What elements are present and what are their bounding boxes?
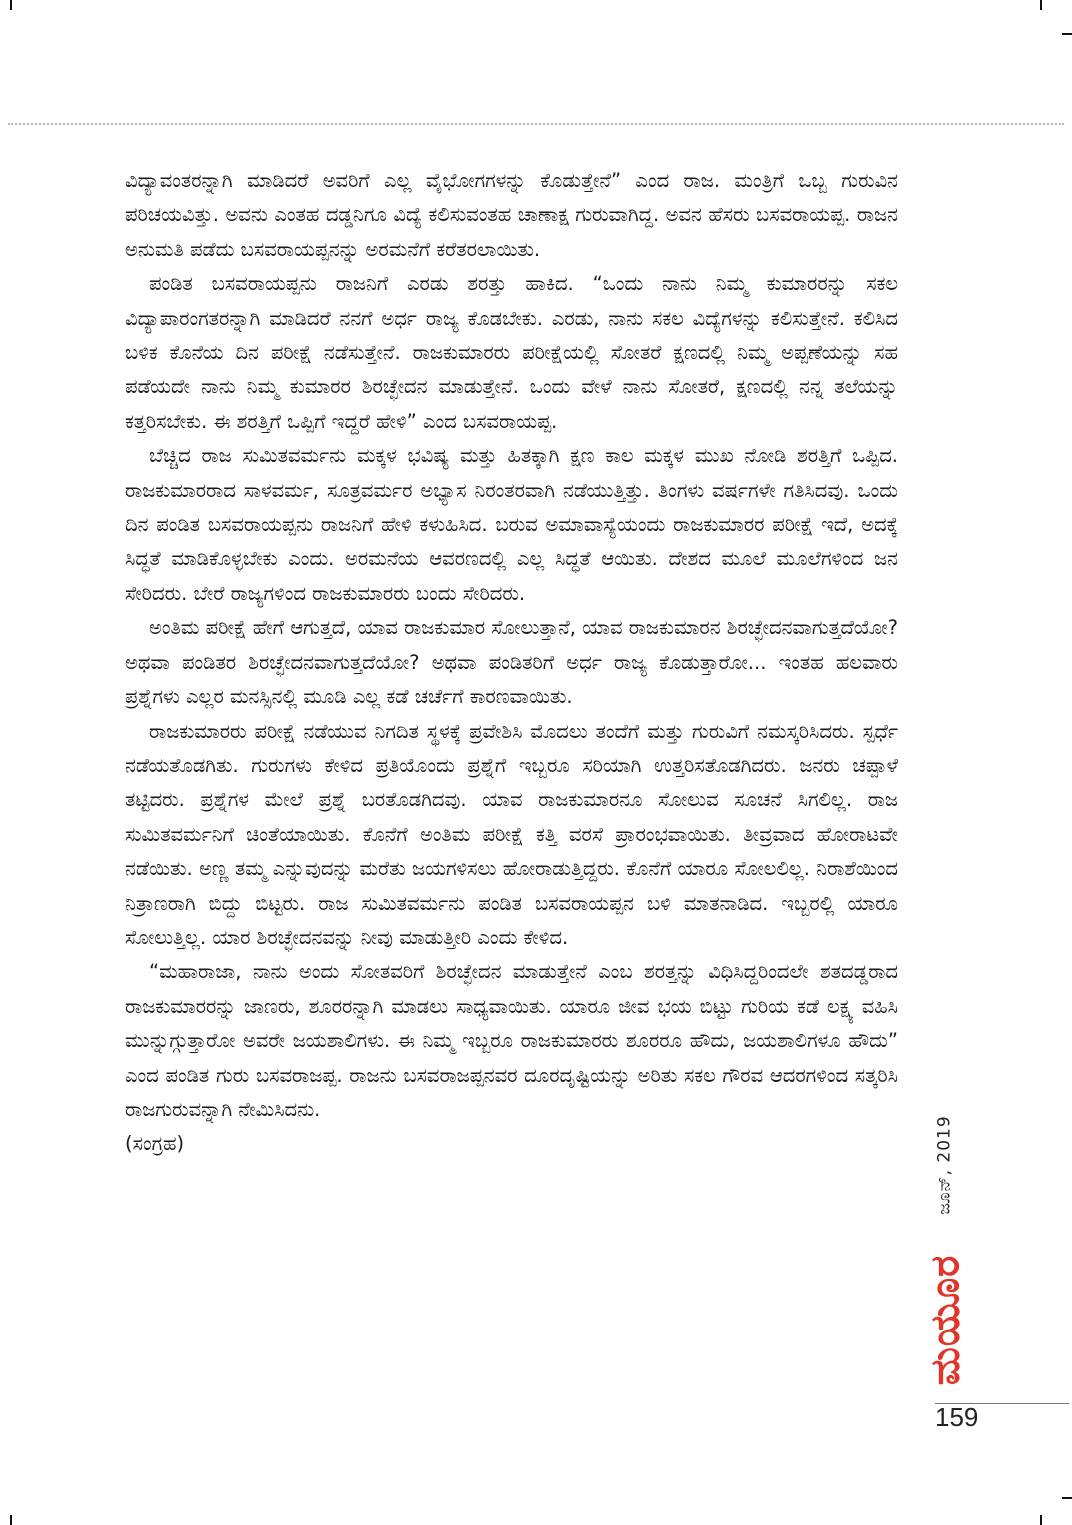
paragraph: ಬೆಚ್ಚಿದ ರಾಜ ಸುಮಿತವರ್ಮನು ಮಕ್ಕಳ ಭವಿಷ್ಯ ಮತ್ತು ಹಿತಕ್ಕಾಗಿ ಕ್ಷಣ ಕಾಲ ಮಕ್ಕಳ ಮುಖ ನೋಡಿ ಶರತ್ತಿಗೆ ಒಪ್ಪಿದ. ರಾಜಕುಮಾರರಾದ ಸಾಳವರ್ಮ, ಸೂತ್ರವರ್ಮರ ಅಭ್ಯಾಸ ನಿರಂತರವಾಗಿ ನಡೆಯುತ್ತಿತ್ತು. ತಿಂಗಳು ವರ್ಷಗಳೇ ಗತಿಸಿದವು. ಒಂದು ದಿನ ಪಂಡಿತ ಬಸವರಾಯಪ್ಪನು ರಾಜನಿಗೆ ಹೇಳಿ ಕಳುಹಿಸಿದ. ಬರುವ ಅಮಾವಾಸ್ಯೆಯಂದು ರಾಜಕುಮಾರರ ಪರೀಕ್ಷೆ ಇದೆ, ಅದಕ್ಕೆ ಸಿದ್ಧತೆ ಮಾಡಿಕೊಳ್ಳಬೇಕು ಎಂದು. ಅರಮನೆಯ ಆವರಣದಲ್ಲಿ ಎಲ್ಲ ಸಿದ್ಧತೆ ಆಯಿತು. ದೇಶದ ಮೂಲೆ ಮೂಲೆಗಳಿಂದ ಜನ ಸೇರಿದರು. ಬೇರೆ ರಾಜ್ಯಗಳಿಂದ ರಾಜಕುಮಾರರು ಬಂದು ಸೇರಿದರು.: [125, 444, 898, 605]
page-number: 159: [935, 1402, 979, 1432]
paragraph: ಅಂತಿಮ ಪರೀಕ್ಷೆ ಹೇಗೆ ಆಗುತ್ತದೆ, ಯಾವ ರಾಜಕುಮಾರ ಸೋಲುತ್ತಾನೆ, ಯಾವ ರಾಜಕುಮಾರನ ಶಿರಚ್ಛೇದನವಾಗುತ್ತದೆಯೋ? ಅಥವಾ ಪಂಡಿತರ ಶಿರಚ್ಛೇದನವಾಗುತ್ತದೆಯೋ? ಅಥವಾ ಪಂಡಿತರಿಗೆ ಅರ್ಧ ರಾಜ್ಯ ಕೊಡುತ್ತಾರೋ... ಇಂತಹ ಹಲವಾರು ಪ್ರಶ್ನೆಗಳು ಎಲ್ಲರ ಮನಸ್ಸಿನಲ್ಲಿ ಮೂಡಿ ಎಲ್ಲ ಕಡೆ ಚರ್ಚೆಗೆ ಕಾರಣವಾಯಿತು.: [125, 616, 899, 709]
crop-mark-bottom-right: [1040, 1515, 1042, 1525]
crop-mark-top-right: [1040, 0, 1042, 10]
paragraph: ಪಂಡಿತ ಬಸವರಾಯಪ್ಪನು ರಾಜನಿಗೆ ಎರಡು ಶರತ್ತು ಹಾಕಿದ. “ಒಂದು ನಾನು ನಿಮ್ಮ ಕುಮಾರರನ್ನು ಸಕಲ ವಿದ್ಯಾಪಾರಂಗತರನ್ನಾಗಿ ಮಾಡಿದರೆ ನನಗೆ ಅರ್ಧ ರಾಜ್ಯ ಕೊಡಬೇಕು. ಎರಡು, ನಾನು ಸಕಲ ವಿದ್ಯೆಗಳನ್ನು ಕಲಿಸುತ್ತೇನೆ. ಕಲಿಸಿದ ಬಳಿಕ ಕೊನೆಯ ದಿನ ಪರೀಕ್ಷೆ ನಡೆಸುತ್ತೇನೆ. ರಾಜಕುಮಾರರು ಪರೀಕ್ಷೆಯಲ್ಲಿ ಸೋತರೆ ಕ್ಷಣದಲ್ಲಿ ನಿಮ್ಮ ಅಪ್ಪಣೆಯನ್ನು ಸಹ ಪಡೆಯದೇ ನಾನು ನಿಮ್ಮ ಕುಮಾರರ ಶಿರಚ್ಛೇದನ ಮಾಡುತ್ತೇನೆ. ಒಂದು ವೇಳೆ ನಾನು ಸೋತರೆ, ಕ್ಷಣದಲ್ಲಿ ನನ್ನ ತಲೆಯನ್ನು ಕತ್ತರಿಸಬೇಕು. ಈ ಶರತ್ತಿಗೆ ಒಪ್ಪಿಗೆ ಇದ್ದರೆ ಹೇಳಿ” ಎಂದ ಬಸವರಾಯಪ್ಪ.: [125, 272, 898, 433]
crop-mark-right-upper: [1062, 33, 1072, 35]
article-body: [125, 164, 898, 1162]
source-credit: (ಸಂಗ್ರಹ): [125, 1132, 185, 1156]
paragraph: “ಮಹಾರಾಜಾ, ನಾನು ಅಂದು ಸೋತವರಿಗೆ ಶಿರಚ್ಛೇದನ ಮಾಡುತ್ತೇನೆ ಎಂಬ ಶರತ್ತನ್ನು ವಿಧಿಸಿದ್ದರಿಂದಲೇ ಶತದಡ್ಡರಾದ ರಾಜಕುಮಾರರನ್ನು ಜಾಣರು, ಶೂರರನ್ನಾಗಿ ಮಾಡಲು ಸಾಧ್ಯವಾಯಿತು. ಯಾರೂ ಜೀವ ಭಯ ಬಿಟ್ಟು ಗುರಿಯ ಕಡೆ ಲಕ್ಷ್ಯ ವಹಿಸಿ ಮುನ್ನುಗ್ಗುತ್ತಾರೋ ಅವರೇ ಜಯಶಾಲಿಗಳು. ಈ ನಿಮ್ಮ ಇಬ್ಬರೂ ರಾಜಕುಮಾರರು ಶೂರರೂ ಹೌದು, ಜಯಶಾಲಿಗಳೂ ಹೌದು” ಎಂದ ಪಂಡಿತ ಗುರು ಬಸವರಾಜಪ್ಪ. ರಾಜನು ಬಸವರಾಜಪ್ಪನವರ ದೂರದೃಷ್ಟಿಯನ್ನು ಅರಿತು ಸಕಲ ಗೌರವ ಆದರಗಳಿಂದ ಸತ್ಕರಿಸಿ ರಾಜಗುರುವನ್ನಾಗಿ ನೇಮಿಸಿದನು.: [125, 960, 898, 1121]
issue-date: [900, 1110, 990, 1220]
header-dotted-rule: [8, 123, 1064, 125]
issue-date-text: ಜೂನ್, 2019: [935, 1115, 955, 1215]
crop-mark-bottom-left: [10, 1515, 12, 1525]
magazine-logo: [915, 1240, 975, 1400]
crop-mark-top-left: [10, 0, 12, 10]
paragraph: ವಿದ್ಯಾವಂತರನ್ನಾಗಿ ಮಾಡಿದರೆ ಅವರಿಗೆ ಎಲ್ಲ ವೈಭೋಗಗಳನ್ನು ಕೊಡುತ್ತೇನೆ” ಎಂದ ರಾಜ. ಮಂತ್ರಿಗೆ ಒಬ್ಬ ಗುರುವಿನ ಪರಿಚಯವಿತ್ತು. ಅವನು ಎಂತಹ ದಡ್ಡನಿಗೂ ವಿದ್ಯೆ ಕಲಿಸುವಂತಹ ಚಾಣಾಕ್ಷ ಗುರುವಾಗಿದ್ದ. ಅವನ ಹೆಸರು ಬಸವರಾಯಪ್ಪ. ರಾಜನ ಅನುಮತಿ ಪಡೆದು ಬಸವರಾಯಪ್ಪನನ್ನು ಅರಮನೆಗೆ ಕರೆತರಲಾಯಿತು.: [125, 169, 898, 261]
crop-mark-right-lower: [1062, 1497, 1072, 1499]
paragraph: ರಾಜಕುಮಾರರು ಪರೀಕ್ಷೆ ನಡೆಯುವ ನಿಗದಿತ ಸ್ಥಳಕ್ಕೆ ಪ್ರವೇಶಿಸಿ ಮೊದಲು ತಂದೆಗೆ ಮತ್ತು ಗುರುವಿಗೆ ನಮಸ್ಕರಿಸಿದರು. ಸ್ಪರ್ಧೆ ನಡೆಯತೊಡಗಿತು. ಗುರುಗಳು ಕೇಳಿದ ಪ್ರತಿಯೊಂದು ಪ್ರಶ್ನೆಗೆ ಇಬ್ಬರೂ ಸರಿಯಾಗಿ ಉತ್ತರಿಸತೊಡಗಿದರು. ಜನರು ಚಪ್ಪಾಳೆ ತಟ್ಟಿದರು. ಪ್ರಶ್ನೆಗಳ ಮೇಲೆ ಪ್ರಶ್ನೆ ಬರತೊಡಗಿದವು. ಯಾವ ರಾಜಕುಮಾರನೂ ಸೋಲುವ ಸೂಚನೆ ಸಿಗಲಿಲ್ಲ. ರಾಜ ಸುಮಿತವರ್ಮನಿಗೆ ಚಿಂತೆಯಾಯಿತು. ಕೊನೆಗೆ ಅಂತಿಮ ಪರೀಕ್ಷೆ ಕತ್ತಿ ವರಸೆ ಪ್ರಾರಂಭವಾಯಿತು. ತೀವ್ರವಾದ ಹೋರಾಟವೇ ನಡೆಯಿತು. ಅಣ್ಣ ತಮ್ಮ ಎನ್ನುವುದನ್ನು ಮರೆತು ಜಯಗಳಿಸಲು ಹೋರಾಡುತ್ತಿದ್ದರು. ಕೊನೆಗೆ ಯಾರೂ ಸೋಲಲಿಲ್ಲ. ನಿರಾಶೆಯಿಂದ ನಿತ್ರಾಣರಾಗಿ ಬಿದ್ದು ಬಿಟ್ಟರು. ರಾಜ ಸುಮಿತವರ್ಮನು ಪಂಡಿತ ಬಸವರಾಯಪ್ಪನ ಬಳಿ ಮಾತನಾಡಿದ. ಇಬ್ಬರಲ್ಲಿ ಯಾರೂ ಸೋಲುತ್ತಿಲ್ಲ. ಯಾರ ಶಿರಚ್ಛೇದನವನ್ನು ನೀವು ಮಾಡುತ್ತೀರಿ ಎಂದು ಕೇಳಿದ.: [125, 719, 898, 949]
magazine-logo-text: ಮಯೂರ: [922, 1254, 968, 1386]
